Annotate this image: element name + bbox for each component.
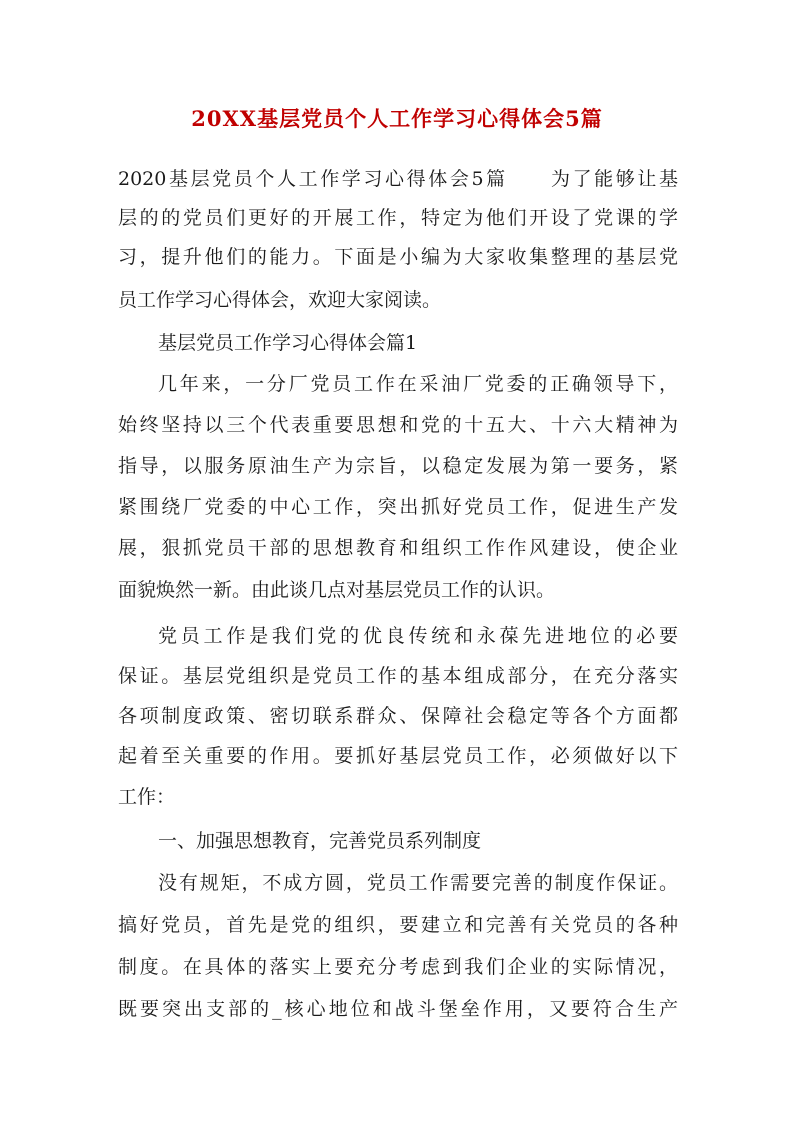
section-heading: 基层党员工作学习心得体会篇1 (158, 332, 418, 354)
text-line: 员工作学习心得体会，欢迎大家阅读。 (118, 289, 442, 311)
section-heading: 一、加强思想教育，完善党员系列制度 (158, 830, 482, 852)
text-line: 起着至关重要的作用。要抓好基层党员工作，必须做好以下 (118, 745, 678, 767)
text-line: 紧围绕厂党委的中心工作，突出抓好党员工作，促进生产发 (118, 496, 678, 518)
text-line: 没有规矩，不成方圆，党员工作需要完善的制度作保证。 (158, 872, 678, 894)
text-line: 制度。在具体的落实上要充分考虑到我们企业的实际情况， (118, 956, 678, 978)
text-line: 始终坚持以三个代表重要思想和党的十五大、十六大精神为 (118, 414, 678, 436)
text-line: 保证。基层党组织是党员工作的基本组成部分，在充分落实 (118, 665, 678, 687)
text-line: 习，提升他们的能力。下面是小编为大家收集整理的基层党 (118, 246, 678, 268)
text-line: 层的的党员们更好的开展工作，特定为他们开设了党课的学 (118, 207, 678, 229)
text-line: 指导，以服务原油生产为宗旨，以稳定发展为第一要务，紧 (118, 455, 678, 477)
text-line: 面貌焕然一新。由此谈几点对基层党员工作的认识。 (118, 579, 556, 601)
text-line: 几年来，一分厂党员工作在采油厂党委的正确领导下， (158, 373, 678, 395)
text-line: 展，狠抓党员干部的思想教育和组织工作作风建设，使企业 (118, 537, 678, 559)
text-line: 工作： (118, 786, 176, 808)
text-line: 搞好党员，首先是党的组织，要建立和完善有关党员的各种 (118, 914, 678, 936)
text-line: 2020基层党员个人工作学习心得体会5篇 为了能够让基 (118, 168, 678, 190)
text-line: 既要突出支部的_核心地位和战斗堡垒作用，又要符合生产 (118, 998, 678, 1020)
text-line: 党员工作是我们党的优良传统和永葆先进地位的必要 (158, 625, 678, 647)
text-line: 各项制度政策、密切联系群众、保障社会稳定等各个方面都 (118, 705, 678, 727)
document-title: 20XX基层党员个人工作学习心得体会5篇 (191, 106, 603, 131)
